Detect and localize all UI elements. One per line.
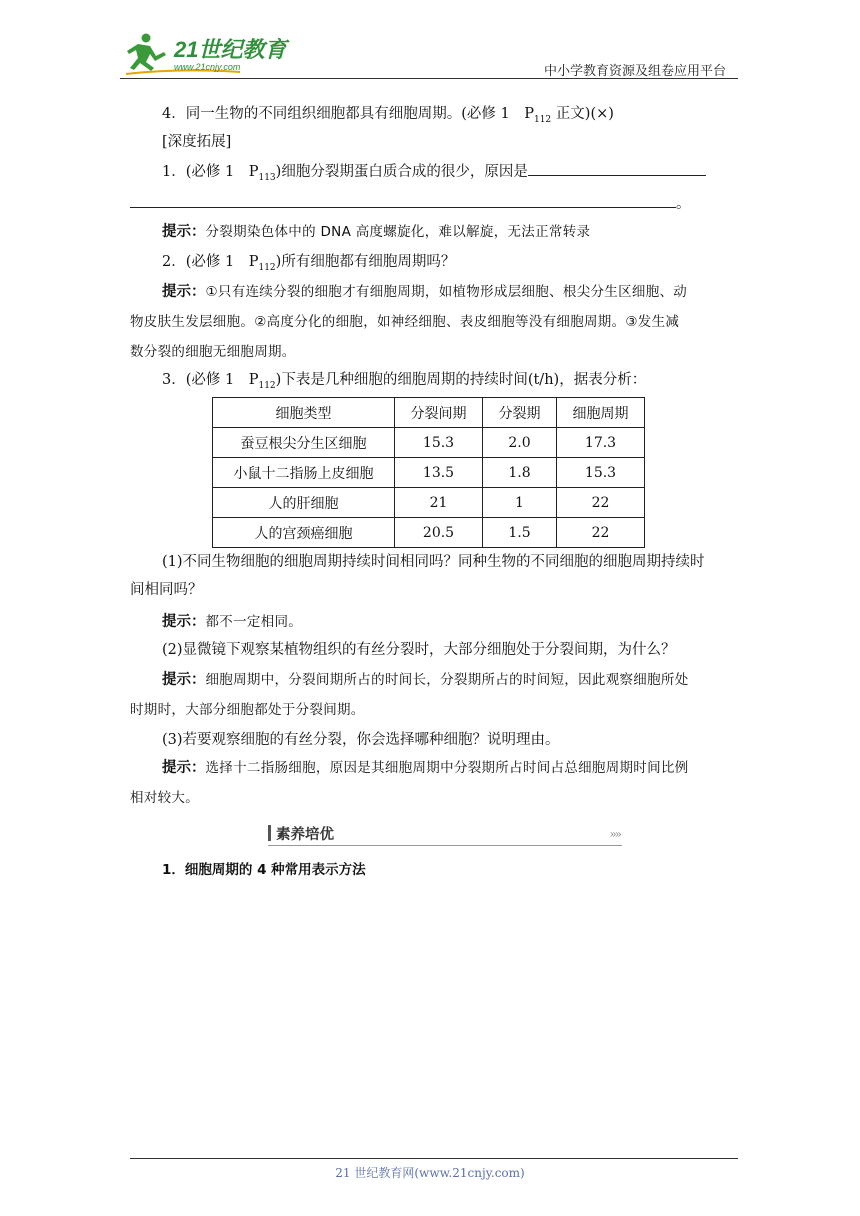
table-cell: 人的宫颈癌细胞 [213, 518, 395, 548]
table-cell: 1.5 [483, 518, 557, 548]
question-2: 2．(必修 1 $P_{112}$)所有细胞都有细胞周期吗？ [162, 254, 456, 273]
question-2-hint: 提示：①只有连续分裂的细胞才有细胞周期，如植物形成层细胞、根尖分生区细胞、动 [162, 283, 688, 300]
table-cell: 20.5 [395, 518, 483, 548]
sub-question-1: (1)不同生物细胞的细胞周期持续时间相同吗？同种生物的不同细胞的细胞周期持续时 [162, 554, 705, 570]
table-row [213, 488, 645, 518]
table-header-cell: 细胞周期 [557, 398, 645, 428]
table-cell: 22 [557, 518, 645, 548]
deep-expansion-heading: [深度拓展] [162, 134, 232, 150]
sub-question-1-line2: 间相同吗？ [130, 582, 203, 598]
section-header [268, 822, 622, 846]
table-cell: 17.3 [557, 428, 645, 458]
table-cell: 人的肝细胞 [213, 488, 395, 518]
cell-cycle-table [212, 397, 645, 548]
table-row [213, 518, 645, 548]
answer-blank [130, 192, 676, 208]
table-cell: 蚕豆根尖分生区细胞 [213, 428, 395, 458]
header-divider [120, 78, 738, 79]
table-header-cell: 分裂间期 [395, 398, 483, 428]
point-1-heading: 1．细胞周期的 4 种常用表示方法 [162, 862, 366, 878]
table-cell: 小鼠十二指肠上皮细胞 [213, 458, 395, 488]
statement-4: 4．同一生物的不同组织细胞都具有细胞周期。(必修 1 $P_{112}$ 正文)(×) [162, 106, 614, 125]
page-footer: 21 世纪教育网(www.21cnjy.com) [335, 1166, 525, 1180]
question-1-continuation: 。 [130, 190, 730, 218]
sub-question-3-hint: 提示：选择十二指肠细胞，原因是其细胞周期中分裂期所占时间占总细胞周期时间比例 [162, 759, 689, 776]
table-cell: 22 [557, 488, 645, 518]
sub-question-2: (2)显微镜下观察某植物组织的有丝分裂时，大部分细胞处于分裂间期，为什么？ [162, 642, 676, 658]
table-header-row [213, 398, 645, 428]
table-header-cell: 细胞类型 [213, 398, 395, 428]
chevron-right-icon: »» [609, 827, 620, 841]
sub-question-2-hint: 提示：细胞周期中，分裂间期所占的时间长，分裂期所占的时间短，因此观察细胞所处 [162, 671, 689, 688]
table-row [213, 428, 645, 458]
svg-text:www.21cnjy.com: www.21cnjy.com [174, 62, 241, 72]
question-2-hint-line3: 数分裂的细胞无细胞周期。 [130, 344, 296, 360]
svg-text:21世纪教育: 21世纪教育 [174, 37, 287, 62]
table-cell: 21 [395, 488, 483, 518]
table-row [213, 458, 645, 488]
footer-divider [130, 1158, 738, 1159]
table-cell: 15.3 [395, 428, 483, 458]
table-header-cell: 分裂期 [483, 398, 557, 428]
platform-title: 中小学教育资源及组卷应用平台 [543, 64, 726, 79]
table-cell: 13.5 [395, 458, 483, 488]
question-1: 1．(必修 1 $P_{113}$)细胞分裂期蛋白质合成的很少，原因是 [162, 158, 762, 186]
table-cell: 1.8 [483, 458, 557, 488]
sub-question-1-hint: 提示：都不一定相同。 [162, 613, 303, 630]
section-marker [268, 825, 271, 841]
sub-question-2-hint-line2: 时期时，大部分细胞都处于分裂间期。 [130, 702, 365, 718]
question-1-hint: 提示：分裂期染色体中的 DNA 高度螺旋化，难以解旋，无法正常转录 [162, 223, 591, 240]
question-3: 3．(必修 1 $P_{112}$)下表是几种细胞的细胞周期的持续时间(t/h)，据表分析： [162, 372, 647, 391]
sub-question-3-hint-line2: 相对较大。 [130, 790, 199, 806]
answer-blank [528, 160, 706, 176]
sub-question-3: (3)若要观察细胞的有丝分裂，你会选择哪种细胞？说明理由。 [162, 732, 560, 748]
page-header [120, 30, 740, 80]
question-2-hint-line2: 物皮肤生发层细胞。②高度分化的细胞，如神经细胞、表皮细胞等没有细胞周期。③发生减 [130, 314, 680, 330]
site-logo [120, 30, 300, 78]
section-title: 素养培优 [276, 827, 334, 843]
table-cell: 2.0 [483, 428, 557, 458]
table-cell: 15.3 [557, 458, 645, 488]
table-cell: 1 [483, 488, 557, 518]
